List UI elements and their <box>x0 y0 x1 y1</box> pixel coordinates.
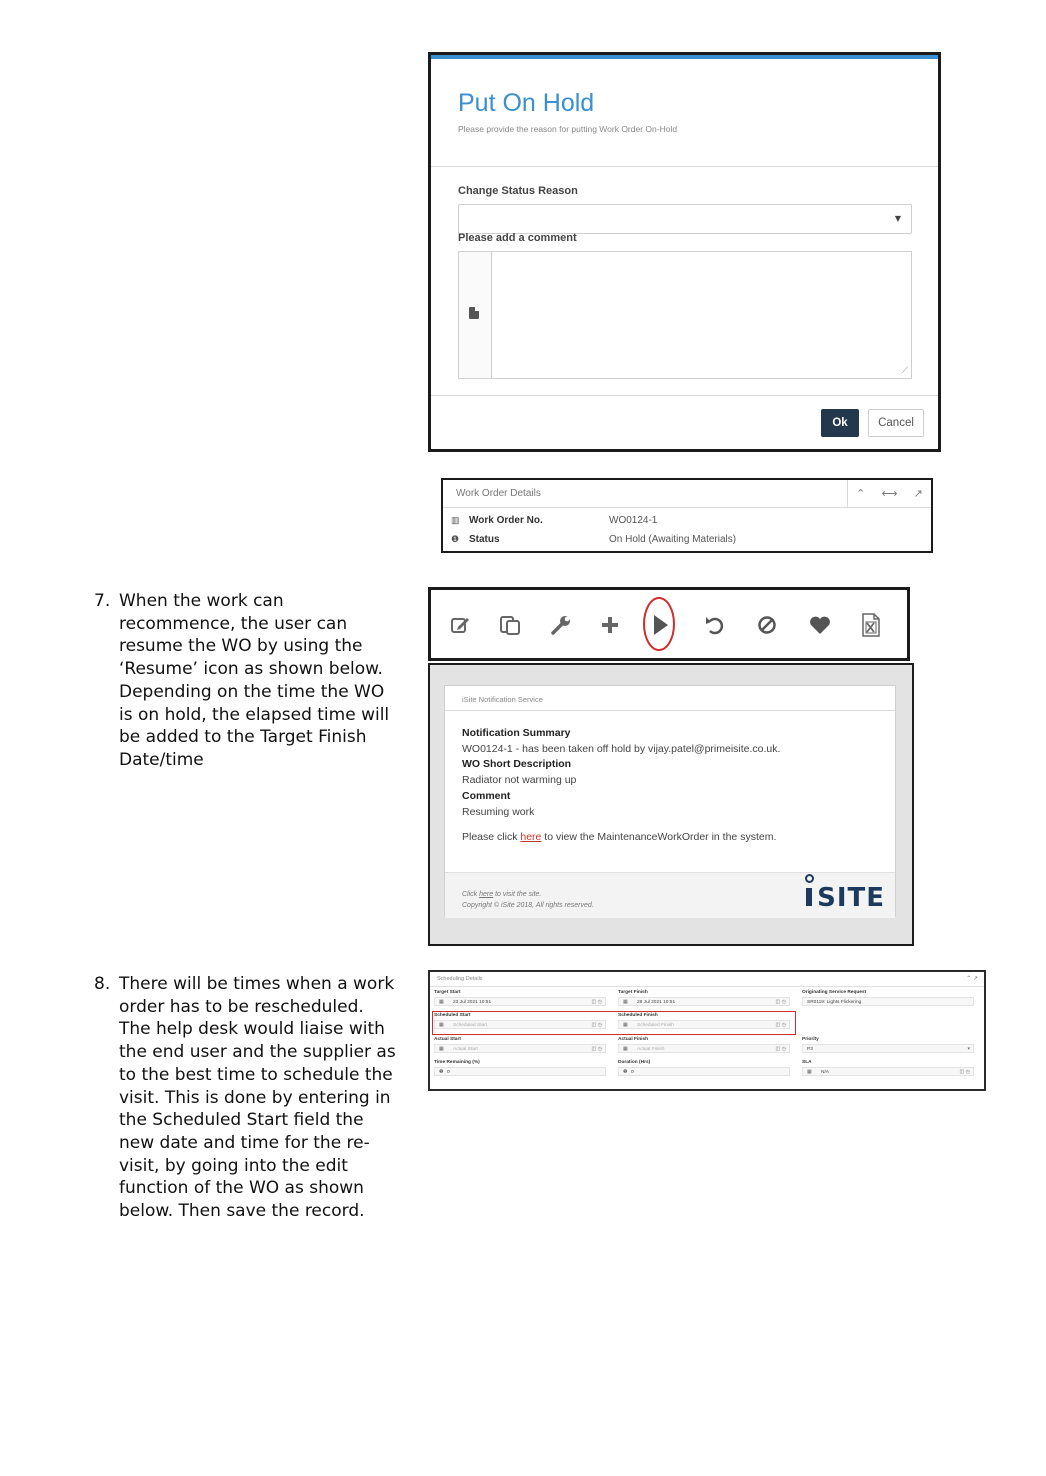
notification-body <box>462 726 780 846</box>
target-finish-value: 28 Jul 2021 10:51 <box>637 999 676 1005</box>
expand-horizontal-icon[interactable]: ⟷ <box>881 488 898 500</box>
sla-value: N/A <box>821 1069 829 1075</box>
short-desc-label: WO Short Description <box>462 758 572 771</box>
view-link[interactable]: here <box>520 831 542 844</box>
calendar-icon: ▦ <box>623 1046 628 1052</box>
actual-start-field[interactable] <box>434 1044 606 1053</box>
clock-icon[interactable]: ◫ ◷ <box>591 1046 602 1052</box>
dialog-footer <box>431 395 938 396</box>
clock-icon[interactable]: ◫ ◷ <box>591 1022 602 1028</box>
wod-header <box>443 480 931 508</box>
duration-value: 0 <box>631 1069 634 1075</box>
step-line: to the best time to schedule the <box>119 1064 393 1085</box>
isite-logo-i <box>801 880 817 906</box>
notification-footer <box>445 872 895 918</box>
clock-icon[interactable]: ◫ ◷ <box>591 999 602 1005</box>
priority-label: Priority <box>802 1037 819 1042</box>
notification-card <box>444 685 896 917</box>
step-line: Date/time <box>119 749 204 770</box>
actual-finish-placeholder: Actual Finish <box>637 1046 665 1052</box>
step-line: resume the WO by using the <box>119 636 363 657</box>
play-icon <box>654 615 668 635</box>
export-icon[interactable] <box>858 610 884 640</box>
wod-row-status <box>443 530 931 550</box>
resize-handle-icon[interactable]: ⟋ <box>901 366 908 376</box>
step-line: Depending on the time the WO <box>119 681 385 702</box>
actual-start-placeholder: Actual Start <box>453 1046 478 1052</box>
scheduled-finish-field[interactable] <box>618 1020 790 1029</box>
target-finish-label: Target Finish <box>618 990 648 995</box>
notification-screenshot <box>428 663 914 946</box>
step-line: visit, by going into the edit <box>119 1155 348 1176</box>
sched-header <box>430 972 984 987</box>
step-line: When the work can <box>119 591 284 611</box>
scheduled-start-field[interactable] <box>434 1020 606 1029</box>
scheduling-details-panel <box>428 970 986 1091</box>
view-post: to view the MaintenanceWorkOrder in the system. <box>541 831 777 844</box>
target-start-field[interactable] <box>434 997 606 1006</box>
maximize-icon[interactable]: ↗ <box>913 488 923 500</box>
step-body <box>119 973 396 1223</box>
info-icon: ❶ <box>451 534 460 544</box>
scheduled-start-placeholder: Scheduled Start <box>453 1022 488 1028</box>
isite-logo-text: SITE <box>817 883 885 913</box>
chevron-down-icon: ▾ <box>967 1046 970 1052</box>
undo-icon[interactable] <box>702 610 728 640</box>
scheduled-finish-label: Scheduled Finish <box>618 1013 658 1018</box>
step-line: The help desk would liaise with <box>119 1019 385 1040</box>
step-line: There will be times when a work <box>119 974 395 994</box>
step-line: ‘Resume’ icon as shown below. <box>119 659 383 680</box>
originating-value: SR0119: Lights Flickering <box>807 999 862 1005</box>
sched-title: Scheduling Details <box>437 976 483 982</box>
footer-link[interactable]: here <box>479 891 494 898</box>
cancel-icon[interactable] <box>754 610 780 640</box>
resume-icon[interactable] <box>643 597 675 651</box>
target-finish-field[interactable] <box>618 997 790 1006</box>
info-icon: ❶ <box>439 1069 444 1075</box>
short-desc-text: Radiator not warming up <box>462 774 577 787</box>
footer-post: to visit the site. <box>493 891 542 898</box>
time-remaining-label: Time Remaining (%) <box>434 1060 480 1065</box>
target-start-label: Target Start <box>434 990 461 995</box>
priority-value: P3 <box>807 1046 813 1052</box>
change-status-reason-select[interactable] <box>458 204 912 234</box>
wod-row-value: On Hold (Awaiting Materials) <box>609 534 737 545</box>
clock-icon[interactable]: ◫ ◷ <box>959 1069 970 1075</box>
time-remaining-field[interactable] <box>434 1067 606 1076</box>
step-line: is on hold, the elapsed time will <box>119 704 390 725</box>
scheduled-start-label: Scheduled Start <box>434 1013 471 1018</box>
isite-logo <box>801 880 885 913</box>
wod-header-icons <box>847 480 931 507</box>
step-line: recommence, the user can <box>119 613 348 634</box>
cancel-button[interactable]: Cancel <box>868 409 924 437</box>
actual-finish-label: Actual Finish <box>618 1037 649 1042</box>
time-remaining-value: 0 <box>447 1069 450 1075</box>
calendar-icon: ▦ <box>439 1022 444 1028</box>
scheduled-finish-placeholder: Scheduled Finish <box>637 1022 674 1028</box>
wod-row-label: Work Order No. <box>469 515 543 526</box>
comment-gutter <box>459 252 492 378</box>
comment-textarea[interactable] <box>458 251 912 379</box>
footer-pre: Click <box>462 891 480 898</box>
edit-icon[interactable] <box>447 610 473 640</box>
step-number: 8. <box>94 974 111 994</box>
copy-icon[interactable] <box>497 610 523 640</box>
work-order-toolbar <box>428 587 910 661</box>
step-line: the end user and the supplier as <box>119 1042 396 1063</box>
calendar-icon: ▦ <box>439 999 444 1005</box>
wod-row-value: WO0124-1 <box>609 515 658 526</box>
collapse-icon[interactable]: ⌃ <box>856 488 866 500</box>
info-icon: ❶ <box>623 1069 628 1075</box>
step-line: be added to the Target Finish <box>119 727 367 748</box>
wrench-icon[interactable] <box>548 610 574 640</box>
calendar-icon: ▦ <box>439 1046 444 1052</box>
copyright-text: Copyright © iSite 2018, All rights reserved. <box>462 902 594 909</box>
step-body <box>119 590 389 772</box>
summary-text: WO0124-1 - has been taken off hold by vijay.patel@primeisite.co.uk. <box>462 742 781 755</box>
notification-header: iSite Notification Service <box>445 686 895 711</box>
step-line: new date and time for the re- <box>119 1132 370 1153</box>
calendar-icon: ▦ <box>623 1022 628 1028</box>
actual-finish-field[interactable] <box>618 1044 790 1053</box>
originating-label: Originating Service Request <box>802 990 867 995</box>
sched-header-icons <box>966 975 978 982</box>
step-line: order has to be rescheduled. <box>119 996 364 1017</box>
priority-select[interactable] <box>802 1044 974 1053</box>
calendar-icon: ▦ <box>807 1069 812 1075</box>
actual-start-label: Actual Start <box>434 1037 461 1042</box>
sla-field[interactable] <box>802 1067 974 1076</box>
duration-field[interactable] <box>618 1067 790 1076</box>
add-icon[interactable] <box>597 610 623 640</box>
step-line: the Scheduled Start field the <box>119 1110 364 1131</box>
put-on-hold-dialog <box>428 52 941 452</box>
collapse-icon[interactable]: ⌃ <box>966 976 972 982</box>
wod-title: Work Order Details <box>456 488 541 499</box>
comment-label: Please add a comment <box>458 232 577 244</box>
clock-icon[interactable]: ◫ ◷ <box>775 1022 786 1028</box>
dialog-title: Put On Hold <box>458 89 595 117</box>
target-start-value: 23 Jul 2021 10:51 <box>453 999 492 1005</box>
originating-field[interactable] <box>802 997 974 1006</box>
change-status-reason-label: Change Status Reason <box>458 185 578 197</box>
maximize-icon[interactable]: ↗ <box>972 976 978 982</box>
favourite-icon[interactable] <box>807 610 833 640</box>
wod-row-label: Status <box>469 534 500 545</box>
barcode-icon: ▥ <box>451 515 460 525</box>
view-pre: Please click <box>462 831 521 844</box>
dialog-subtitle: Please provide the reason for putting Work Order On-Hold <box>458 124 678 134</box>
wod-row-work-order-no <box>443 511 931 531</box>
clock-icon[interactable]: ◫ ◷ <box>775 1046 786 1052</box>
work-order-details-panel <box>441 478 933 553</box>
footer-text <box>462 889 594 911</box>
comment-text: Resuming work <box>462 805 535 818</box>
duration-label: Duration (Hrs) <box>618 1060 651 1065</box>
ok-button[interactable]: Ok <box>821 409 859 437</box>
calendar-icon: ▦ <box>623 999 628 1005</box>
step-line: below. Then save the record. <box>119 1201 365 1222</box>
step-number: 7. <box>94 591 111 611</box>
sla-label: SLA <box>802 1060 812 1065</box>
clock-icon[interactable]: ◫ ◷ <box>775 999 786 1005</box>
summary-label: Notification Summary <box>462 727 571 739</box>
dialog-header <box>431 59 938 167</box>
step-line: function of the WO as shown <box>119 1178 364 1199</box>
chevron-down-icon: ▼ <box>894 214 901 223</box>
document-icon <box>469 307 479 319</box>
comment-label: Comment <box>462 789 511 802</box>
step-line: visit. This is done by entering in <box>119 1087 391 1108</box>
view-line <box>462 830 780 846</box>
